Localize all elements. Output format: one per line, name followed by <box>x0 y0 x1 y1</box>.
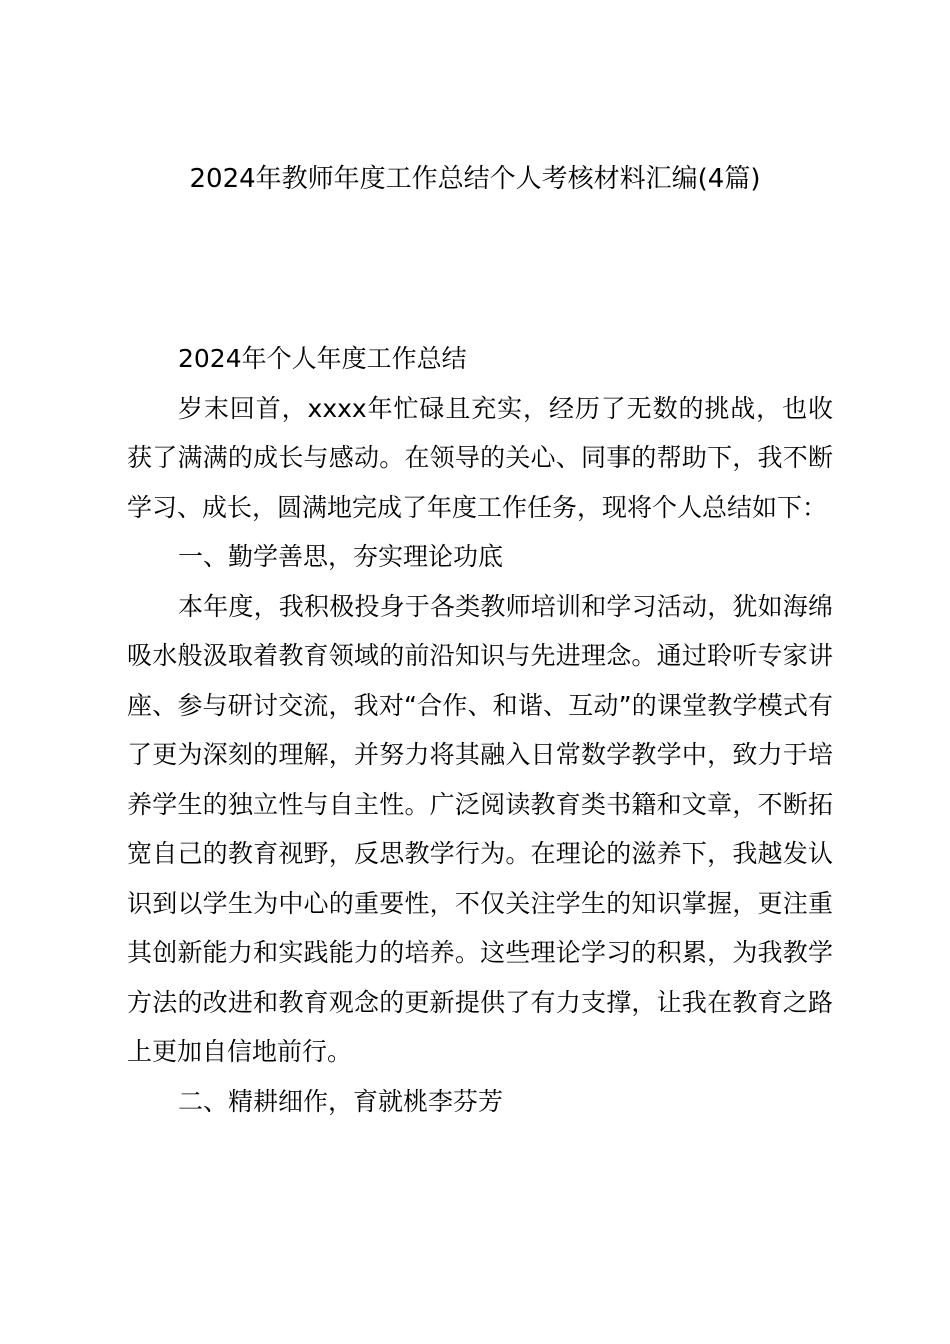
section-heading-2: 二、精耕细作，育就桃李芬芳 <box>178 1086 504 1116</box>
section-1-paragraph: 本年度，我积极投身于各类教师培训和学习活动，犹如海绵吸水般汲取着教育领域的前沿知识与先进理念。通过聆听专家讲座、参与研讨交流，我对“合作、和谐、互动”的课堂教学模式有了更为深刻的理解，并努力将其融入日常数学教学中，致力于培养学生的独立性与自主性。广泛阅读教育类书籍和文章，不断拓宽自己的教育视野，反思教学行为。在理论的滋养下，我越发认识到以学生为中心的重要性，不仅关注学生的知识掌握，更注重其创新能力和实践能力的培养。这些理论学习的积累，为我教学方法的改进和教育观念的更新提供了有力支撑，让我在教育之路上更加自信地前行。 <box>127 591 833 1066</box>
section-heading-1: 一、勤学善思，夯实理论功底 <box>178 542 504 571</box>
document-title: 2024年教师年度工作总结个人考核材料汇编(4篇) <box>189 164 761 194</box>
section-heading-annual-summary: 2024年个人年度工作总结 <box>178 344 467 373</box>
intro-paragraph: 岁末回首，xxxx年忙碌且充实，经历了无数的挑战，也收获了满满的成长与感动。在领导的关心、同事的帮助下，我不断学习、成长，圆满地完成了年度工作任务，现将个人总结如下： <box>127 393 833 522</box>
document-body <box>127 334 833 1126</box>
